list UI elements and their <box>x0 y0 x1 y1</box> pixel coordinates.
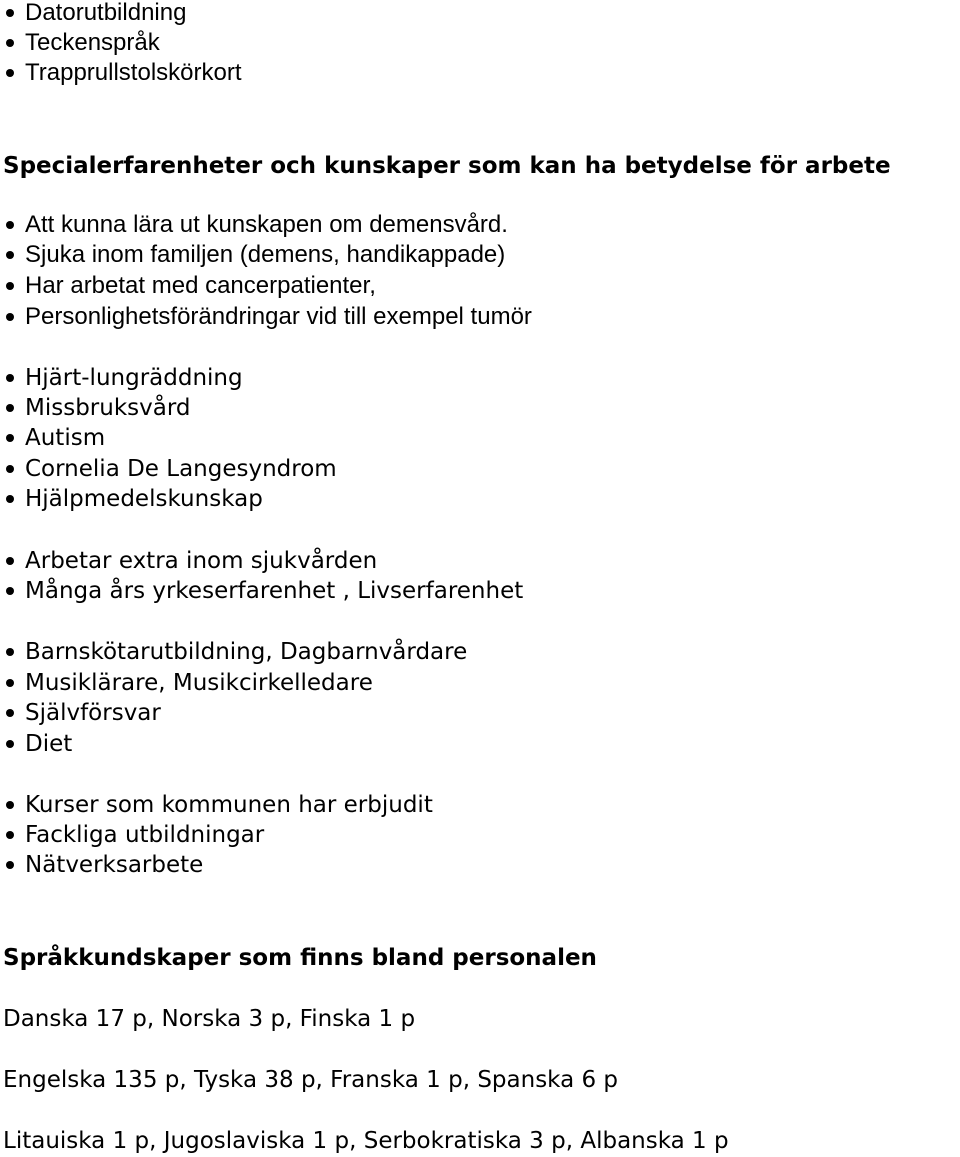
section-heading-languages: Språkkundskaper som finns bland personalen <box>3 945 597 971</box>
bullet-icon <box>6 861 14 869</box>
bullet-icon <box>6 587 14 595</box>
bullet-icon <box>6 801 14 809</box>
bullet-icon <box>6 251 14 259</box>
list-item-text: Cornelia De Langesyndrom <box>25 456 337 482</box>
bullet-icon <box>6 679 14 687</box>
bullet-icon <box>6 221 14 229</box>
list-item-text: Autism <box>25 425 106 451</box>
bullet-icon <box>6 282 14 290</box>
bullet-icon <box>6 648 14 656</box>
list-item-text: Arbetar extra inom sjukvården <box>25 548 378 574</box>
language-line: Litauiska 1 p, Jugoslaviska 1 p, Serbokratiska 3 p, Albanska 1 p <box>3 1128 729 1154</box>
list-item-text: Missbruksvård <box>25 395 191 421</box>
bullet-icon <box>6 313 14 321</box>
list-item-text: Trapprullstolskörkort <box>25 59 242 86</box>
bullet-icon <box>6 434 14 442</box>
language-line: Danska 17 p, Norska 3 p, Finska 1 p <box>3 1006 416 1032</box>
list-item-text: Att kunna lära ut kunskapen om demensvård. <box>25 211 508 238</box>
bullet-icon <box>6 404 14 412</box>
bullet-icon <box>6 831 14 839</box>
bullet-icon <box>6 465 14 473</box>
bullet-icon <box>6 39 14 47</box>
list-item-text: Många års yrkeserfarenhet , Livserfarenhet <box>25 578 524 604</box>
bullet-icon <box>6 9 14 17</box>
list-item-text: Hjärt-lungräddning <box>25 365 243 391</box>
language-line: Engelska 135 p, Tyska 38 p, Franska 1 p, Spanska 6 p <box>3 1067 619 1093</box>
list-item-text: Musiklärare, Musikcirkelledare <box>25 670 373 696</box>
list-item-text: Hjälpmedelskunskap <box>25 486 263 512</box>
list-item-text: Sjuka inom familjen (demens, handikappade) <box>25 241 506 268</box>
list-item-text: Har arbetat med cancerpatienter, <box>25 272 376 299</box>
bullet-icon <box>6 709 14 717</box>
bullet-icon <box>6 374 14 382</box>
list-item-text: Diet <box>25 731 73 757</box>
section-heading-special: Specialerfarenheter och kunskaper som kan ha betydelse för arbete <box>3 153 891 179</box>
bullet-icon <box>6 740 14 748</box>
list-item-text: Personlighetsförändringar vid till exempel tumör <box>25 303 532 330</box>
bullet-icon <box>6 495 14 503</box>
list-item-text: Nätverksarbete <box>25 852 204 878</box>
list-item-text: Teckenspråk <box>25 29 160 56</box>
list-item-text: Självförsvar <box>25 700 161 726</box>
list-item-text: Kurser som kommunen har erbjudit <box>25 792 433 818</box>
list-item-text: Datorutbildning <box>25 0 187 26</box>
list-item-text: Barnskötarutbildning, Dagbarnvårdare <box>25 639 468 665</box>
list-item-text: Fackliga utbildningar <box>25 822 265 848</box>
bullet-icon <box>6 69 14 77</box>
bullet-icon <box>6 557 14 565</box>
